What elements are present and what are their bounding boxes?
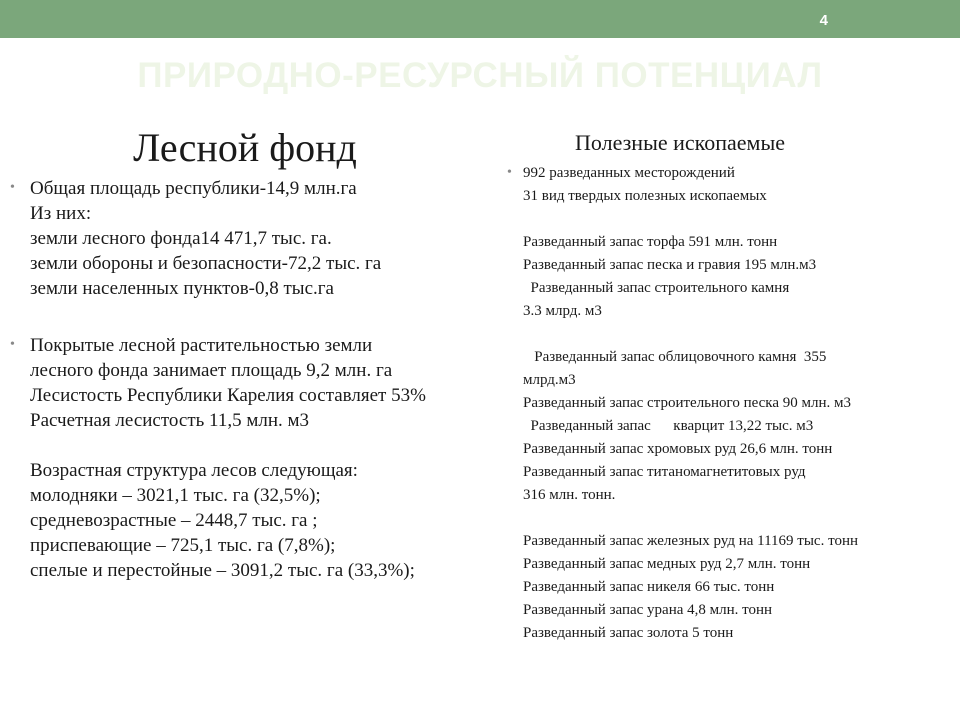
text-line: Разведанный запас песка и гравия 195 млн.м3 — [523, 257, 817, 273]
text-line: Разведанный запас урана 4,8 млн. тонн — [523, 602, 773, 618]
forest-area-block — [30, 176, 490, 301]
text-line: лесного фонда занимает площадь 9,2 млн. га — [30, 360, 393, 381]
text-line: земли лесного фонда14 471,7 тыс. га. — [30, 228, 332, 249]
minerals-block — [523, 162, 953, 645]
text-line: Разведанный запас железных руд на 11169 тыс. тонн — [523, 533, 859, 549]
text-line: Покрытые лесной растительностью земли — [30, 335, 373, 356]
text-line: Расчетная лесистость 11,5 млн. м3 — [30, 410, 310, 431]
header-bar — [0, 0, 960, 38]
text-line: Разведанный запас никеля 66 тыс. тонн — [523, 579, 775, 595]
bullet-icon: • — [10, 337, 15, 352]
bullet-icon: • — [507, 165, 512, 180]
text-line: земли обороны и безопасности-72,2 тыс. га — [30, 253, 382, 274]
bullet-icon: • — [10, 180, 15, 195]
text-line: Общая площадь республики-14,9 млн.га — [30, 178, 357, 199]
text-line: 31 вид твердых полезных ископаемых — [523, 188, 767, 204]
text-line: Разведанный запас медных руд 2,7 млн. тонн — [523, 556, 811, 572]
text-line: 3.3 млрд. м3 — [523, 303, 602, 319]
text-line: Разведанный запас титаномагнетитовых руд — [523, 464, 806, 480]
text-line: Разведанный запас кварцит 13,22 тыс. м3 — [523, 418, 814, 434]
text-line: Разведанный запас хромовых руд 26,6 млн. тонн — [523, 441, 833, 457]
page-number: 4 — [819, 12, 828, 29]
minerals-heading: Полезные ископаемые — [575, 130, 785, 155]
text-line: млрд.м3 — [523, 372, 576, 388]
text-line: Лесистость Республики Карелия составляет 53% — [30, 385, 426, 406]
text-line: земли населенных пунктов-0,8 тыс.га — [30, 278, 334, 299]
slide-title: ПРИРОДНО-РЕСУРСНЫЙ ПОТЕНЦИАЛ — [137, 56, 823, 95]
text-line: Разведанный запас строительного камня — [523, 280, 790, 296]
text-line: Разведанный запас облицовочного камня 355 — [523, 349, 827, 365]
text-line: Возрастная структура лесов следующая: — [30, 460, 358, 481]
text-line: спелые и перестойные – 3091,2 тыс. га (33,3%); — [30, 560, 415, 581]
text-line: средневозрастные – 2448,7 тыс. га ; — [30, 510, 318, 531]
text-line: 316 млн. тонн. — [523, 487, 616, 503]
forest-fund-heading: Лесной фонд — [133, 125, 357, 170]
text-line: молодняки – 3021,1 тыс. га (32,5%); — [30, 485, 321, 506]
text-line: Из них: — [30, 203, 92, 224]
text-line: Разведанный запас золота 5 тонн — [523, 625, 734, 641]
text-line: 992 разведанных месторождений — [523, 165, 735, 181]
text-line: Разведанный запас торфа 591 млн. тонн — [523, 234, 778, 250]
forest-cover-block — [30, 333, 490, 583]
text-line: приспевающие – 725,1 тыс. га (7,8%); — [30, 535, 336, 556]
text-line: Разведанный запас строительного песка 90 млн. м3 — [523, 395, 852, 411]
